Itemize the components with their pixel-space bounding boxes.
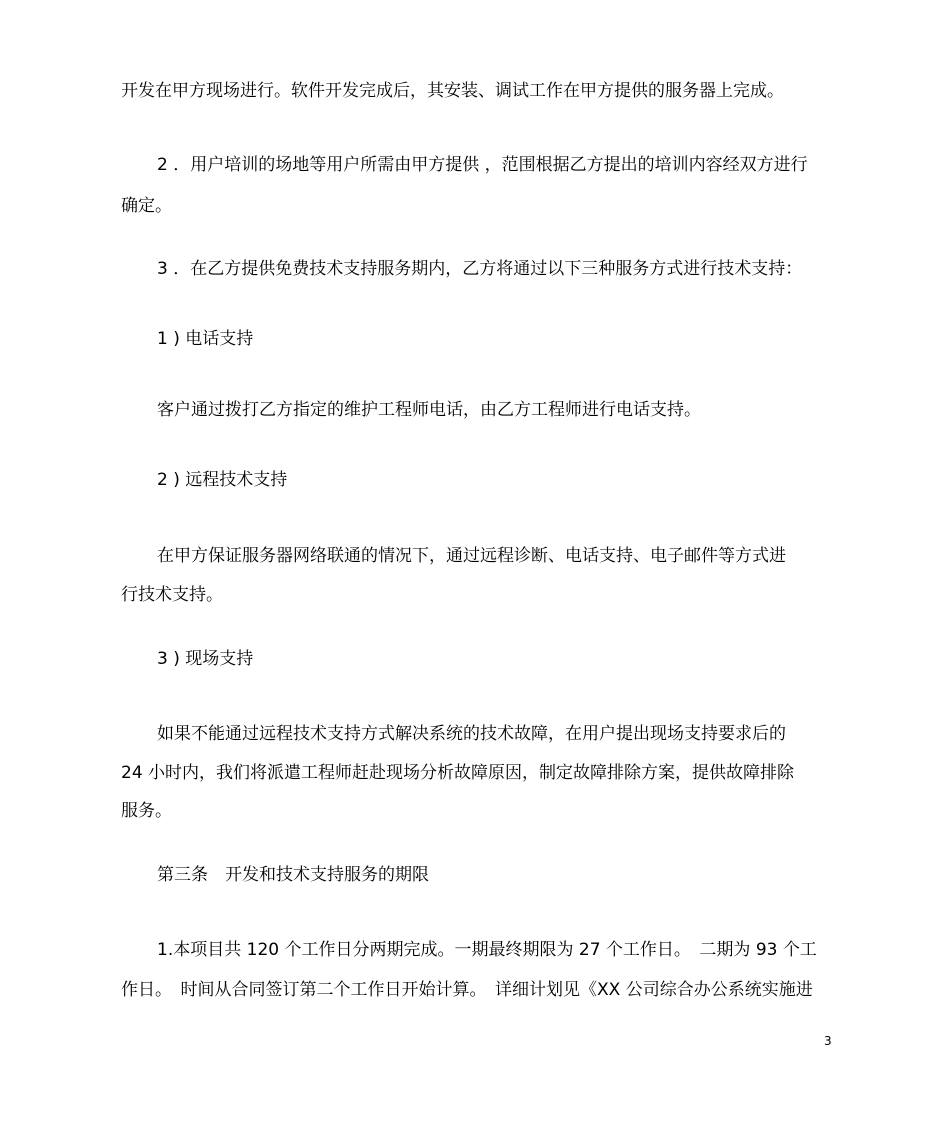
paragraph-line: 1.本项目共 120 个工作日分两期完成。一期最终期限为 27 个工作日。 二期为 93 个工 <box>157 940 817 960</box>
paragraph-line: 3 ．在乙方提供免费技术支持服务期内，乙方将通过以下三种服务方式进行技术支持： <box>157 259 803 279</box>
paragraph-line: 客户通过拨打乙方指定的维护工程师电话，由乙方工程师进行电话支持。 <box>157 400 701 420</box>
paragraph-line: 确定。 <box>121 196 172 216</box>
paragraph-line: 作日。 时间从合同签订第二个工作日开始计算。 详细计划见《XX 公司综合办公系统实施进 <box>121 980 813 1000</box>
paragraph-line: 24 小时内，我们将派遣工程师赶赴现场分析故障原因，制定故障排除方案，提供故障排除 <box>121 763 795 783</box>
section-heading: 第三条 开发和技术支持服务的期限 <box>157 865 429 885</box>
paragraph-line: 在甲方保证服务器网络联通的情况下，通过远程诊断、电话支持、电子邮件等方式进 <box>157 546 786 566</box>
paragraph-line: 2 ．用户培训的场地等用户所需由甲方提供 ，范围根据乙方提出的培训内容经双方进行 <box>157 155 808 175</box>
paragraph-line: 如果不能通过远程技术支持方式解决系统的技术故障，在用户提出现场支持要求后的 <box>157 724 786 744</box>
list-heading: 3 ) 现场支持 <box>157 649 254 669</box>
paragraph-line: 行技术支持。 <box>121 585 223 605</box>
paragraph-line: 服务。 <box>121 801 172 821</box>
list-heading: 2 ) 远程技术支持 <box>157 470 288 490</box>
page-number: 3 <box>824 1034 832 1048</box>
paragraph-line: 开发在甲方现场进行。软件开发完成后，其安装、调试工作在甲方提供的服务器上完成。 <box>121 81 784 101</box>
list-heading: 1 ) 电话支持 <box>157 329 254 349</box>
